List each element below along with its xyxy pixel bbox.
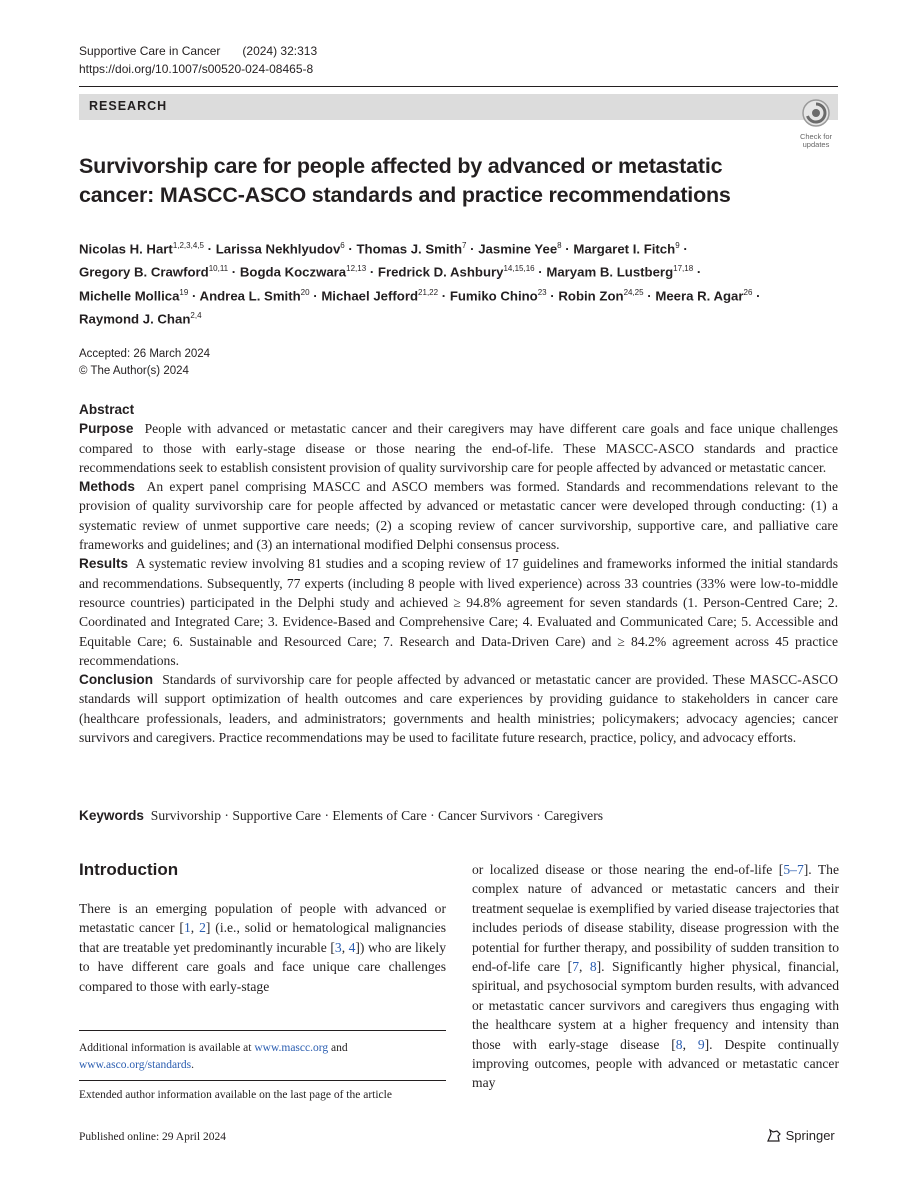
author-aff: 7 — [462, 241, 467, 250]
author-name[interactable]: Nicolas H. Hart — [79, 241, 173, 257]
asco-link[interactable]: www.asco.org/standards — [79, 1058, 192, 1071]
journal-name: Supportive Care in Cancer — [79, 44, 221, 58]
citation-link[interactable]: 9 — [697, 1036, 705, 1052]
author-aff: 6 — [340, 241, 345, 250]
author-aff: 19 — [179, 287, 189, 297]
results-text: A systematic review involving 81 studies and a scoping review of 17 guidelines and frameworks informed the initial standards and recommendations. Subsequently, 77 experts (including 8 people with lived experience) across 33 countries (33% were low-to-middle resource countries) participated in the Delphi study and achieved ≥ 94.8% agreement for seven standards (1. Person-Centred Care; 2. Coordinated and Integrated Care; 3. Evidence-Based and Comprehensive Care; 4. Evaluated and Communicated Care; 5. Accessible and Equitable Care; 6. Sustainable and Resourced Care; 7. Research and Data-Driven Care) and ≥ 84.2% agreement across 45 practice recommendations. — [79, 556, 839, 668]
author-name[interactable]: Bogda Koczwara — [239, 264, 347, 280]
title-line-2: cancer: MASCC-ASCO standards and practice recommendations — [79, 183, 731, 207]
intro-text: ]. Despite continually improving outcomes, people with advanced or metastatic cancer may — [472, 1036, 839, 1091]
author-aff: 10,11 — [208, 264, 229, 274]
citation-link[interactable]: 7 — [572, 959, 579, 975]
citation-link[interactable]: 4 — [348, 939, 356, 955]
intro-text: ]. Significantly higher physical, financial, spiritual, and psychosocial symptom burden results, with advanced or metastatic cancer survivors and caregivers thus engaging with the healthcare system at a higher frequency and intensity than those with early-stage disease [ — [472, 959, 839, 1052]
intro-text: or localized disease or those nearing the end-of-life [ — [472, 862, 784, 877]
intro-column-right — [472, 860, 839, 1093]
keywords — [79, 806, 838, 825]
author-name[interactable]: Fredrick D. Ashbury — [377, 264, 504, 280]
author-aff: 8 — [557, 241, 562, 250]
footnote-info — [79, 1040, 446, 1073]
purpose-text: People with advanced or metastatic cancer and their caregivers may have different care goals and face unique challenges compared to those with early-stage disease or those nearing the end-of-life. These MASCC-ASCO standards and practice recommendations seek to establish consistent provision of quality survivorship care for people affected by advanced or metastatic cancer. — [79, 421, 839, 475]
intro-heading: Introduction — [79, 860, 179, 879]
publisher-name: Springer — [785, 1128, 835, 1143]
doi-link[interactable]: https://doi.org/10.1007/s00520-024-08465-8 — [79, 62, 314, 76]
check-for-updates-badge[interactable] — [790, 98, 842, 149]
author-aff: 20 — [300, 287, 310, 297]
methods-label: Methods — [79, 479, 135, 495]
section-banner — [79, 94, 838, 120]
author-aff: 1,2,3,4,5 — [172, 241, 204, 250]
abstract-results — [79, 554, 838, 670]
article-dates — [79, 346, 210, 380]
author-aff: 9 — [675, 241, 680, 250]
header-rule — [79, 86, 838, 87]
footnote-text: . — [191, 1058, 194, 1071]
author-name[interactable]: Gregory B. Crawford — [79, 264, 209, 280]
conclusion-text: Standards of survivorship care for people affected by advanced or metastatic cancer are provided. These MASCC-ASCO standards will support optimization of health outcomes and care experiences by providing guidance to stakeholders in cancer care (healthcare professionals, leaders, and administrators; governments and health ministries; policymakers; advocacy agencies; cancer survivors and caregivers. Practice recommendations may be used to facilitate future research, practice, policy, and advocacy efforts. — [79, 672, 839, 746]
intro-text: There is an emerging population of people with advanced or metastatic cancer [ — [79, 901, 446, 936]
citation-separator: , — [341, 939, 349, 955]
author-aff: 12,13 — [346, 264, 367, 274]
abstract-heading: Abstract — [79, 402, 135, 417]
citation-separator: , — [578, 959, 590, 975]
author-name[interactable]: Fumiko Chino — [449, 288, 538, 304]
check-updates-line2: updates — [802, 140, 830, 149]
keywords-label: Keywords — [79, 808, 144, 823]
abstract-conclusion — [79, 670, 838, 747]
author-aff: 2,4 — [190, 311, 202, 321]
citation-link[interactable]: 2 — [199, 920, 206, 936]
author-aff: 23 — [537, 287, 547, 297]
check-updates-icon — [801, 98, 831, 128]
author-name[interactable]: Larissa Nekhlyudov — [215, 241, 341, 257]
author-aff: 14,15,16 — [503, 264, 535, 274]
footnote-rule — [79, 1030, 446, 1031]
author-name[interactable]: Michelle Mollica — [79, 288, 180, 304]
author-name[interactable]: Meera R. Agar — [655, 288, 744, 304]
methods-text: An expert panel comprising MASCC and ASCO members was formed. Standards and recommendations relevant to the provision of quality survivorship care for people affected by advanced or metastatic cancer were developed through conducting: (1) a systematic review of unmet supportive care needs; (2) a scoping review of cancer survivorship, supportive care, and palliative care frameworks and guidelines; and (3) an international modified Delphi consensus process. — [79, 479, 839, 553]
abstract — [79, 400, 838, 747]
intro-text: ]) who are likely to have different care goals and face unique care challenges compared to those with early-stage — [79, 939, 446, 994]
footnote-text: Additional information is available at — [79, 1042, 255, 1054]
citation-link[interactable]: 8 — [675, 1036, 683, 1052]
intro-column-left — [79, 899, 446, 996]
section-label: RESEARCH — [89, 99, 168, 113]
accepted-date: Accepted: 26 March 2024 — [79, 348, 211, 360]
author-aff: 26 — [743, 287, 753, 297]
mascc-link[interactable]: www.mascc.org — [254, 1042, 329, 1054]
author-name[interactable]: Jasmine Yee — [478, 241, 558, 257]
citation-link[interactable]: 5–7 — [783, 862, 804, 877]
keywords-text: Survivorship · Supportive Care · Elements of Care · Cancer Survivors · Caregivers — [150, 808, 604, 823]
results-label: Results — [79, 556, 129, 572]
author-name[interactable]: Margaret I. Fitch — [573, 241, 676, 257]
author-name[interactable]: Maryam B. Lustberg — [546, 264, 674, 280]
footnote-rule — [79, 1080, 446, 1081]
author-aff: 21,22 — [418, 287, 439, 297]
publisher-logo — [766, 1128, 835, 1143]
citation-link[interactable]: 3 — [334, 939, 342, 955]
conclusion-label: Conclusion — [79, 672, 154, 688]
author-name[interactable]: Andrea L. Smith — [199, 288, 301, 304]
author-name[interactable]: Robin Zon — [558, 288, 624, 304]
author-name[interactable]: Michael Jefford — [321, 288, 419, 304]
citation-separator: , — [682, 1036, 698, 1052]
title-line-1: Survivorship care for people affected by advanced or metastatic — [79, 154, 723, 178]
author-list: Nicolas H. Hart$^{1,2,3,4,5}$ · Larissa Nekhlyudov$^6$ · Thomas J. Smith$^7$ · Jasmine Yee$^8$ · Margaret I. Fitch$^9$ · Gregory B. Crawford$^{10,11}$ · Bogda Koczwara$^{12,13}$ · Fredrick D. Ashbury$^{14,15,16}$ · Maryam B. Lustberg$^{17,18}$ · Michelle Mollica$^{19}$ · Andrea L. Smith$^{20}$ · Michael Jefford$^{21,22}$ · Fumiko Chino$^{23}$ · Robin Zon$^{24,25}$ · Meera R. Agar$^{26}$ · Raymond J. Chan$^{2,4}$ — [79, 241, 761, 327]
citation-link[interactable]: 8 — [589, 959, 597, 975]
extended-author-info: Extended author information available on the last page of the article — [79, 1089, 392, 1101]
citation-separator: , — [190, 920, 200, 936]
footnote-text: and — [328, 1042, 348, 1054]
check-updates-line1: Check for — [799, 132, 833, 141]
author-aff: 17,18 — [673, 264, 694, 274]
abstract-purpose — [79, 419, 838, 477]
springer-horse-icon — [766, 1128, 782, 1142]
author-name[interactable]: Thomas J. Smith — [356, 241, 463, 257]
article-title — [79, 152, 809, 210]
author-name[interactable]: Raymond J. Chan — [79, 311, 191, 327]
abstract-methods — [79, 477, 838, 554]
copyright: © The Author(s) 2024 — [79, 365, 189, 377]
purpose-label: Purpose — [79, 421, 134, 437]
published-date: Published online: 29 April 2024 — [79, 1131, 226, 1143]
journal-volume: (2024) 32:313 — [242, 44, 318, 58]
journal-header — [79, 42, 317, 78]
intro-text: ] (i.e., solid or hematological malignancies that are treatable yet predominantly incurable [ — [79, 920, 447, 955]
author-aff: 24,25 — [623, 287, 644, 297]
intro-text: ]. The complex nature of advanced or metastatic cancers and their treatment sequelae is exemplified by varied disease trajectories that includes periods of disease stability, disease progression with the potential for further therapy, and possibility of sudden transition to end-of-life care [ — [472, 862, 840, 975]
citation-link[interactable]: 1 — [183, 920, 191, 936]
